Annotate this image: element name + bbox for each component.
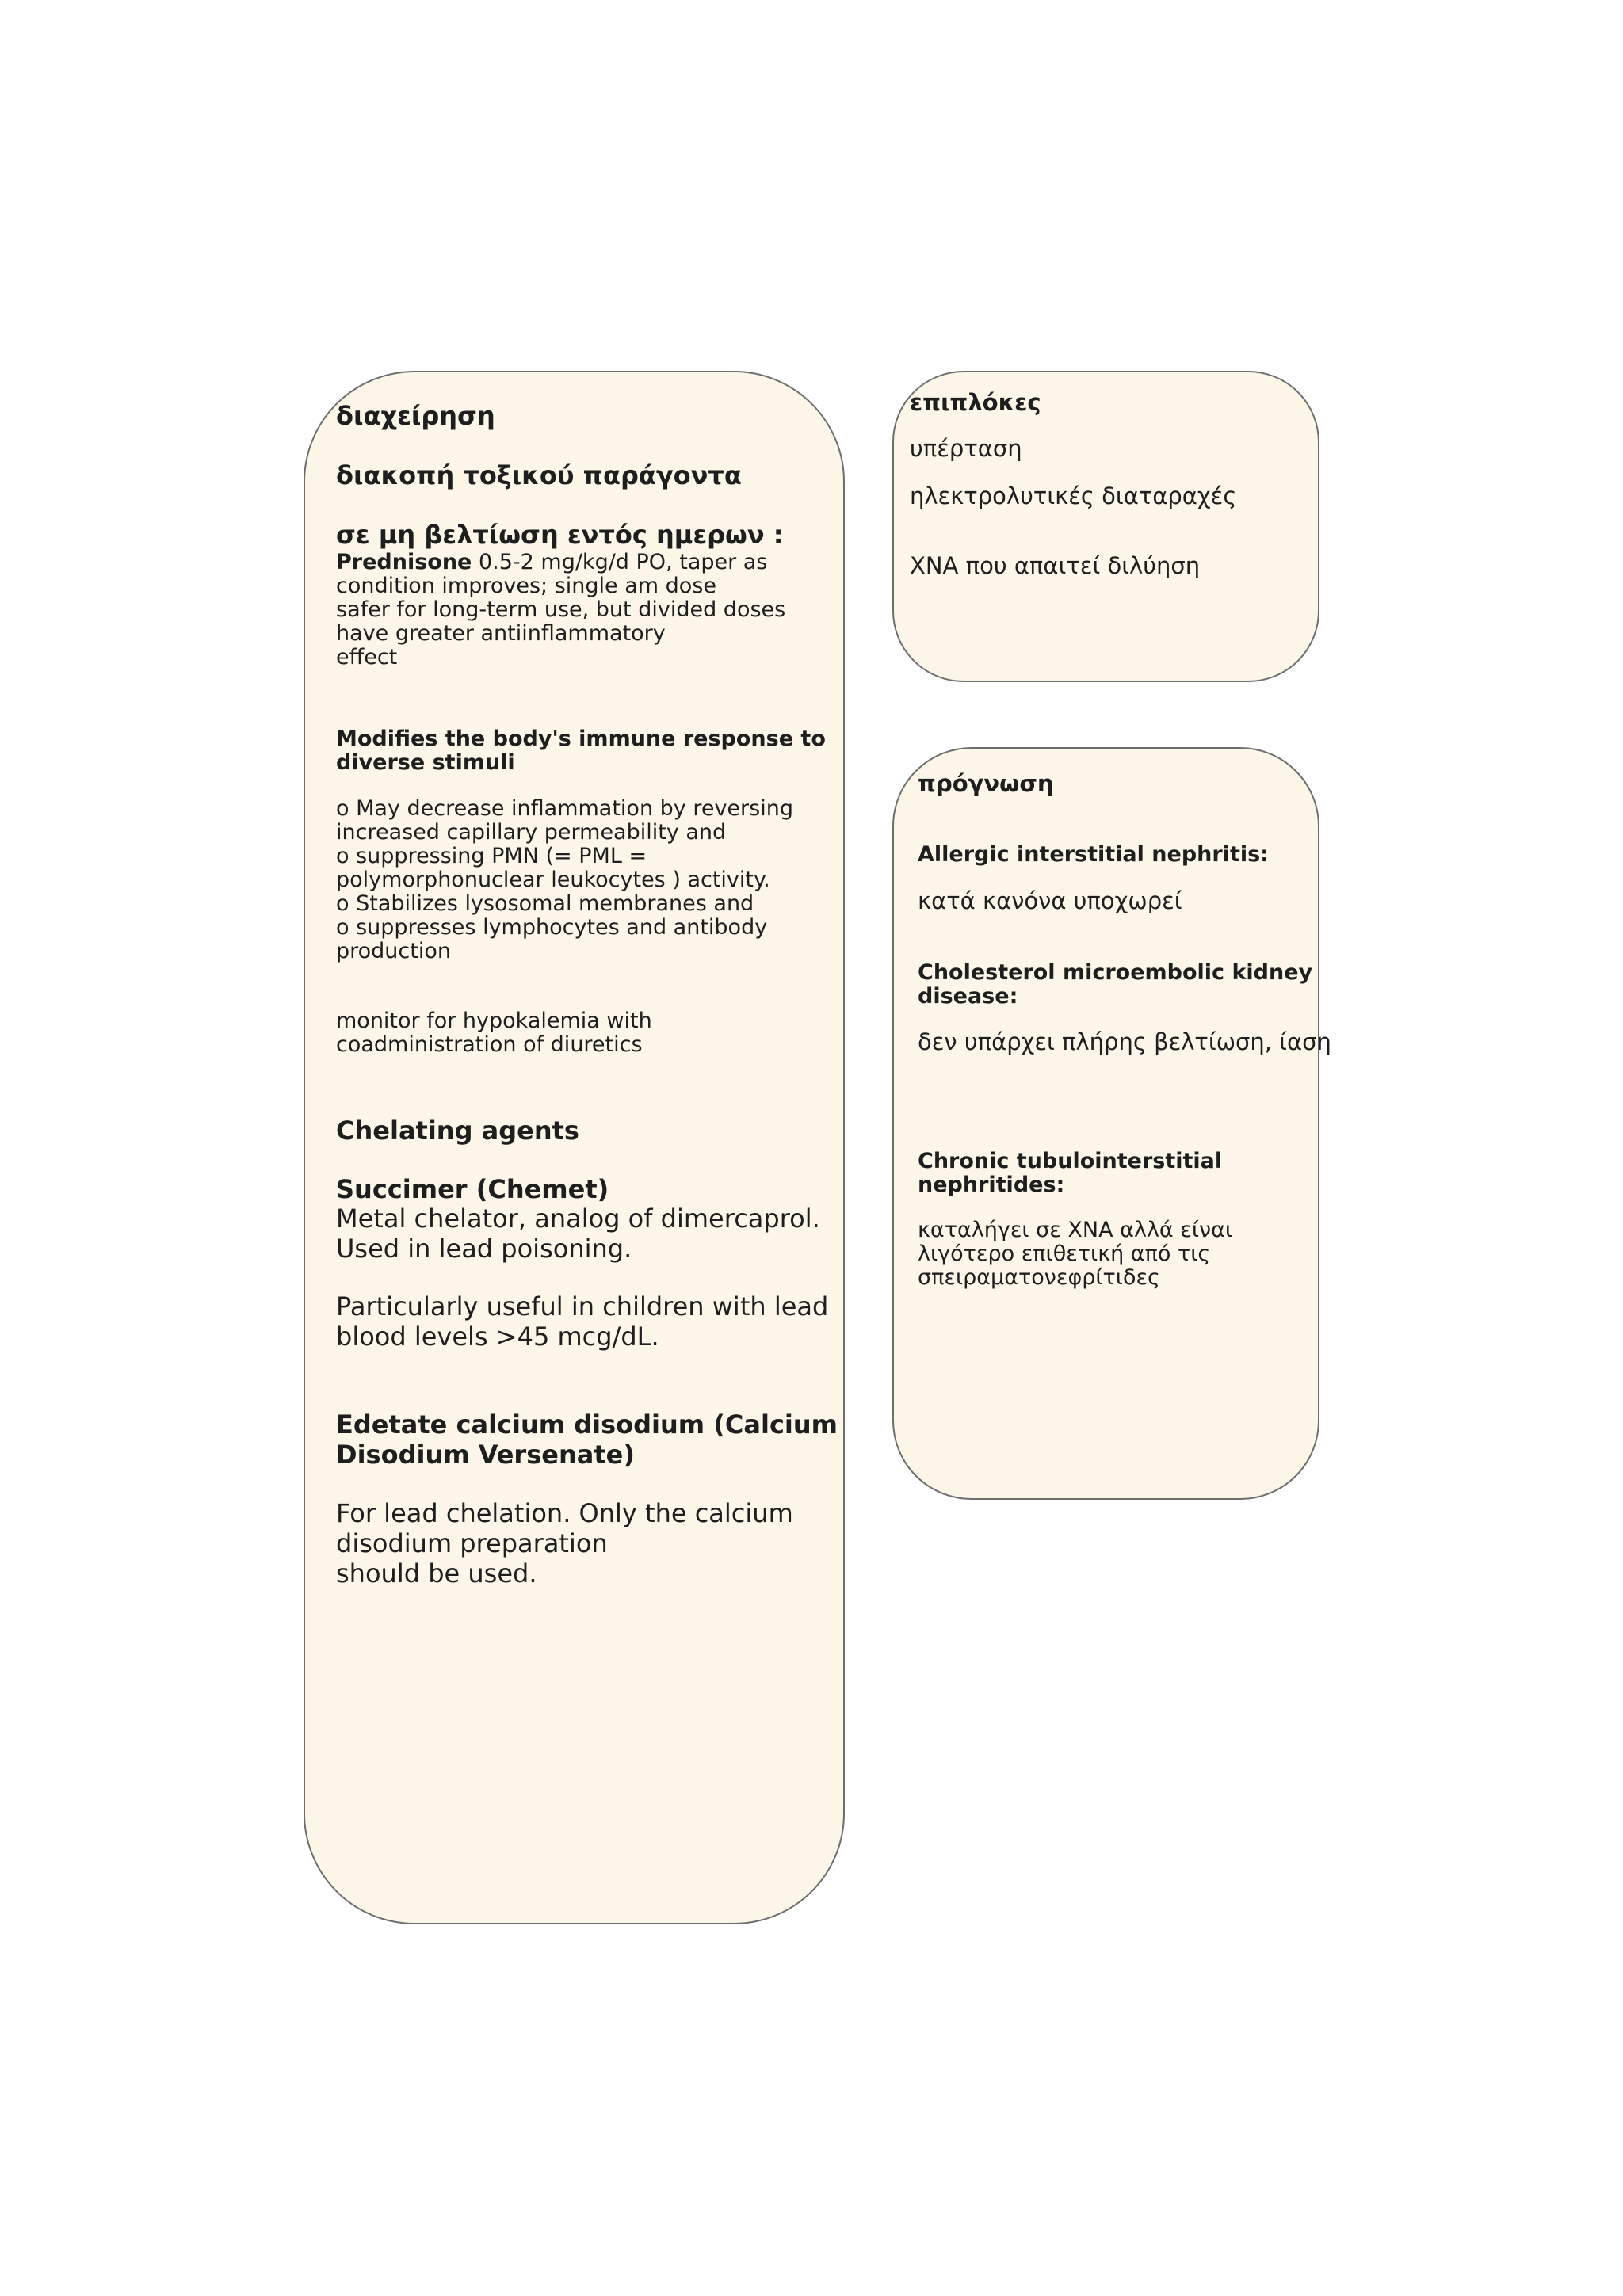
complications-card xyxy=(892,371,1319,682)
prednisone-dose: 0.5-2 mg/kg/d PO, taper as xyxy=(472,550,768,574)
complication-hypertension: υπέρταση xyxy=(910,435,1022,462)
stop-toxic-agent-step: διακοπή τοξικού παράγοντα xyxy=(336,460,742,490)
succimer-note: Particularly useful in children with lead blood levels >45 mcg/dL. xyxy=(336,1291,829,1352)
prednisone-line xyxy=(336,551,767,574)
chelating-agents-title: Chelating agents xyxy=(336,1116,579,1146)
succimer-description: Metal chelator, analog of dimercaprol. Used in lead poisoning. xyxy=(336,1203,820,1264)
ain-title: Allergic interstitial nephritis: xyxy=(918,842,1269,867)
complications-heading: επιπλόκες xyxy=(910,389,1041,416)
chronic-text: καταλήγει σε ΧΝΑ αλλά είναι λιγότερο επιθετική από τις σπειραματονεφρίτιδες xyxy=(918,1218,1233,1290)
edetate-title: Edetate calcium disodium (Calcium Disodium Versenate) xyxy=(336,1409,838,1470)
mechanism-list: o May decrease inflammation by reversing increased capillary permeability and o suppressing PMN (= PML = polymorphonuclear leukocytes ) activity. o Stabilizes lysosomal membranes and o suppresses lymphocytes and antibody production xyxy=(336,796,793,963)
prednisone-name: Prednisone xyxy=(336,550,472,574)
cholesterol-title: Cholesterol microembolic kidney disease: xyxy=(918,960,1313,1009)
cholesterol-text: δεν υπάρχει πλήρης βελτίωση, ίαση xyxy=(918,1028,1331,1055)
mechanism-title: Modifies the body's immune response to diverse stimuli xyxy=(336,727,826,775)
ain-text: κατά κανόνα υποχωρεί xyxy=(918,887,1182,914)
complication-ckd-dialysis: ΧΝΑ που απαιτεί διλύηση xyxy=(910,552,1201,579)
succimer-title: Succimer (Chemet) xyxy=(336,1174,609,1204)
prednisone-details: condition improves; single am dose safer for long-term use, but divided doses have greater antiinflammatory effect xyxy=(336,574,786,669)
management-heading: διαχείρηση xyxy=(336,401,495,431)
no-improvement-step: σε μη βελτίωση εντός ημερων : xyxy=(336,520,784,550)
complication-electrolyte: ηλεκτρολυτικές διαταραχές xyxy=(910,482,1237,509)
chronic-title: Chronic tubulointerstitial nephritides: xyxy=(918,1149,1223,1197)
edetate-description: For lead chelation. Only the calcium disodium preparation should be used. xyxy=(336,1498,793,1589)
prognosis-heading: πρόγνωση xyxy=(918,770,1054,797)
hypokalemia-monitor-note: monitor for hypokalemia with coadministration of diuretics xyxy=(336,1009,652,1057)
